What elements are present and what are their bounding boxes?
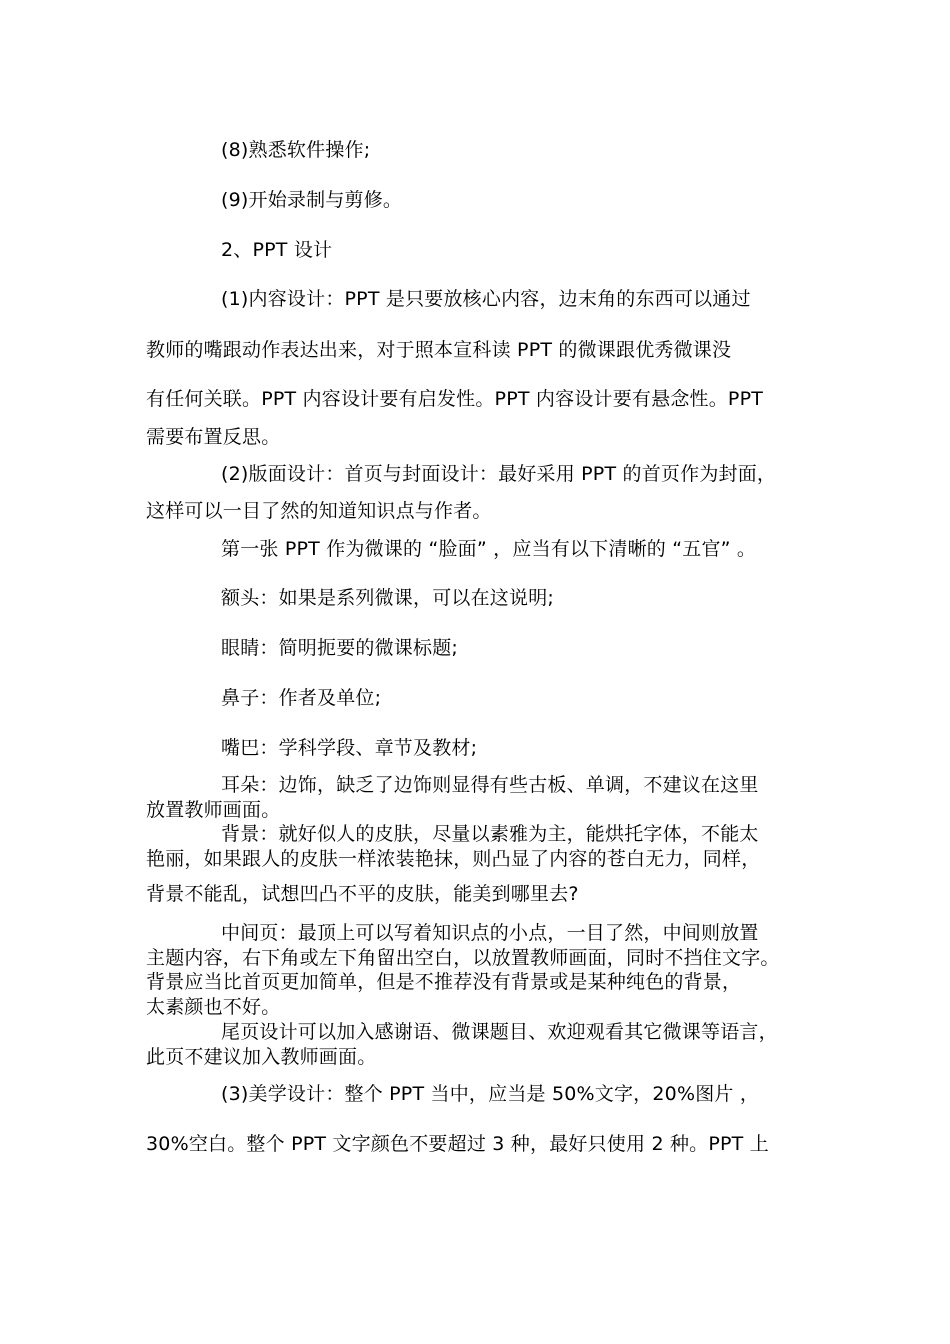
text-line: 此页不建议加入教师画面。 xyxy=(146,1046,377,1068)
text-line: 放置教师画面。 xyxy=(146,799,281,821)
text-line: 太素颜也不好。 xyxy=(146,996,281,1018)
text-line: 这样可以一目了然的知道知识点与作者。 xyxy=(146,500,492,522)
text-line: 有任何关联。PPT 内容设计要有启发性。PPT 内容设计要有悬念性。PPT xyxy=(146,388,764,410)
text-line: (9)开始录制与剪修。 xyxy=(221,189,403,211)
text-line: 背景应当比首页更加简单，但是不推荐没有背景或是某种纯色的背景， xyxy=(146,971,742,993)
text-line: (8)熟悉软件操作; xyxy=(221,139,371,161)
text-line: 眼睛：简明扼要的微课标题; xyxy=(221,637,459,659)
text-line: 第一张 PPT 作为微课的 “脸面” ，应当有以下清晰的 “五官” 。 xyxy=(221,538,757,560)
text-line: 尾页设计可以加入感谢语、微课题目、欢迎观看其它微课等语言， xyxy=(221,1021,778,1043)
text-line: 30%空白。整个 PPT 文字颜色不要超过 3 种，最好只使用 2 种。PPT 上 xyxy=(146,1133,769,1155)
text-line: 嘴巴：学科学段、章节及教材; xyxy=(221,737,478,759)
text-line: (2)版面设计：首页与封面设计：最好采用 PPT 的首页作为封面， xyxy=(221,463,777,485)
text-line: 鼻子：作者及单位; xyxy=(221,687,382,709)
text-line: 背景：就好似人的皮肤，尽量以素雅为主，能烘托字体，不能太 xyxy=(221,823,759,845)
text-line: 背景不能乱，试想凹凸不平的皮肤，能美到哪里去? xyxy=(146,883,579,905)
text-line: 耳朵：边饰，缺乏了边饰则显得有些古板、单调，不建议在这里 xyxy=(221,774,759,796)
text-line: (3)美学设计：整个 PPT 当中，应当是 50%文字，20%图片 ， xyxy=(221,1083,760,1105)
section-heading: 2、PPT 设计 xyxy=(221,239,333,261)
text-line: 教师的嘴跟动作表达出来，对于照本宣科读 PPT 的微课跟优秀微课没 xyxy=(146,339,732,361)
text-line: 额头：如果是系列微课，可以在这说明; xyxy=(221,587,555,609)
text-line: (1)内容设计：PPT 是只要放核心内容，边末角的东西可以通过 xyxy=(221,288,751,310)
text-line: 需要布置反思。 xyxy=(146,426,281,448)
text-line: 主题内容，右下角或左下角留出空白，以放置教师画面，同时不挡住文字。 xyxy=(146,947,780,969)
text-line: 艳丽，如果跟人的皮肤一样浓装艳抹，则凸显了内容的苍白无力，同样， xyxy=(146,848,761,870)
text-line: 中间页：最顶上可以写着知识点的小点，一目了然，中间则放置 xyxy=(221,922,759,944)
